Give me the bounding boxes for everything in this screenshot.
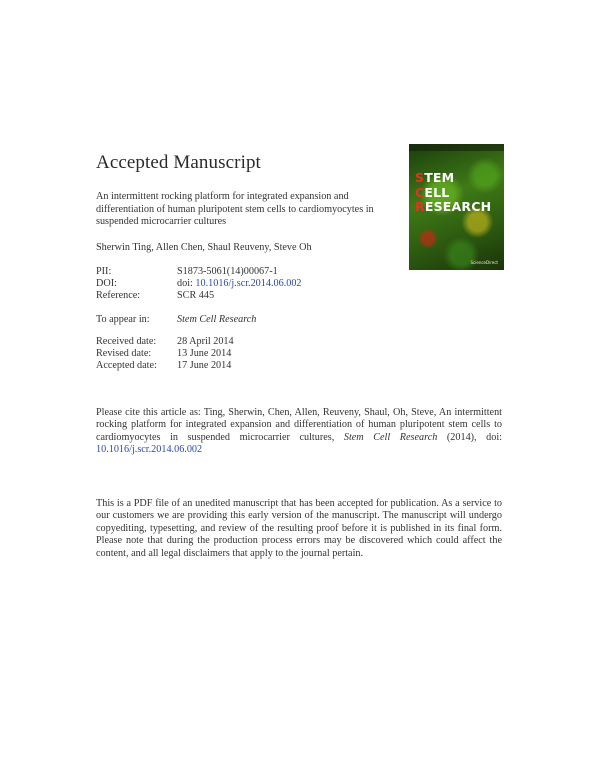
citation-journal: Stem Cell Research bbox=[343, 431, 438, 443]
citation-year: (2014), doi: bbox=[446, 431, 503, 443]
reference-row bbox=[96, 290, 302, 302]
revised-row bbox=[96, 348, 234, 360]
article-title: An intermittent rocking platform for integrated expansion and differentiation of human pluripotent stem cells to cardiomyocytes in suspended microcarrier cultures bbox=[96, 191, 374, 228]
doi-row bbox=[96, 278, 302, 290]
pii-value: S1873-5061(14)00067-1 bbox=[177, 266, 278, 277]
revised-value: 13 June 2014 bbox=[177, 348, 232, 359]
accepted-label: Accepted date: bbox=[96, 360, 157, 371]
accepted-value: 17 June 2014 bbox=[177, 360, 232, 371]
author-list: Sherwin Ting, Allen Chen, Shaul Reuveny, Steve Oh bbox=[96, 242, 312, 253]
page-heading: Accepted Manuscript bbox=[96, 152, 261, 173]
accepted-row bbox=[96, 360, 234, 372]
citation-doi-link[interactable]: 10.1016/j.scr.2014.06.002 bbox=[96, 444, 203, 456]
revised-label: Revised date: bbox=[96, 348, 152, 359]
journal-name: Stem Cell Research bbox=[177, 314, 257, 325]
reference-label: Reference: bbox=[96, 290, 141, 301]
cover-header-band bbox=[409, 144, 504, 151]
publisher-mark: ScienceDirect bbox=[470, 260, 498, 265]
identifier-block bbox=[96, 266, 302, 302]
received-row bbox=[96, 336, 234, 348]
pii-row bbox=[96, 266, 302, 278]
unedited-manuscript-notice: This is a PDF file of an unedited manuscript that has been accepted for publication. As a service to our customers we are providing this early version of the manuscript. The manuscript will undergo copyediting, typesetting, and review of the resulting proof before it is published in its final form. Please note that during the production process errors may be discovered which could affect the content, and all legal disclaimers that apply to the journal pertain. bbox=[96, 498, 502, 559]
citation-text: Please cite this article as: Ting, Sherwin, Chen, Allen, Reuveny, Shaul, Oh, Steve, An intermittent rocking platform for integrated expansion and differentiation of human pluripotent stem cells to cardiomyocytes in suspended microcarrier cultures, bbox=[96, 407, 502, 443]
appear-block bbox=[96, 314, 256, 326]
doi-link[interactable]: 10.1016/j.scr.2014.06.002 bbox=[195, 278, 302, 289]
reference-value: SCR 445 bbox=[177, 290, 215, 301]
doi-prefix: doi: bbox=[177, 278, 193, 289]
pii-label: PII: bbox=[96, 266, 112, 277]
doi-label: DOI: bbox=[96, 278, 117, 289]
appear-label: To appear in: bbox=[96, 314, 150, 325]
dates-block bbox=[96, 336, 234, 372]
citation-paragraph bbox=[96, 407, 502, 457]
received-value: 28 April 2014 bbox=[177, 336, 234, 347]
journal-cover-image bbox=[409, 144, 504, 270]
received-label: Received date: bbox=[96, 336, 157, 347]
journal-logo: STEM CELL RESEARCH bbox=[415, 170, 492, 214]
